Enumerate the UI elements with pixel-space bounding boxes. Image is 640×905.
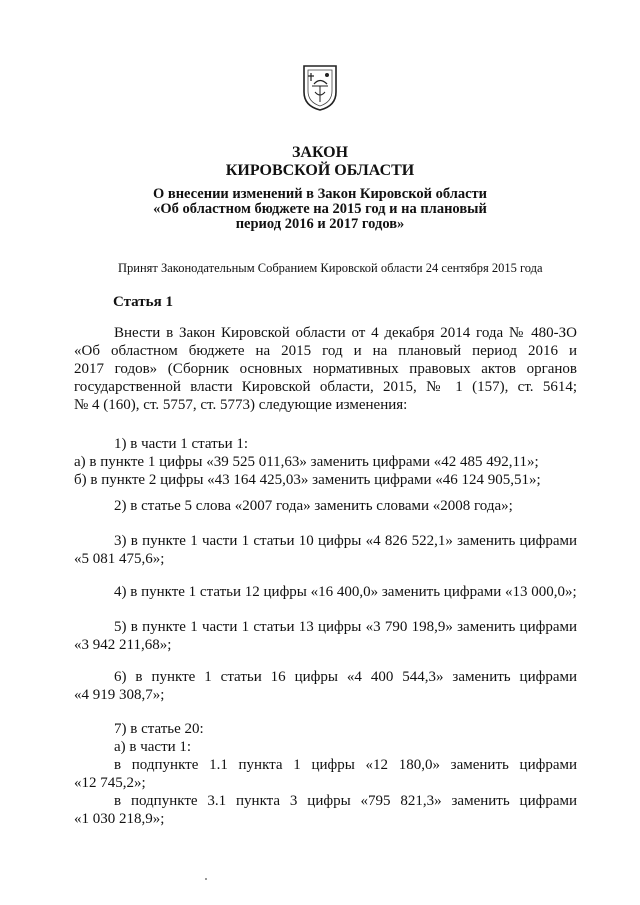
subtitle-line: «Об областном бюджете на 2015 год и на плановый bbox=[153, 201, 487, 217]
item-1 bbox=[74, 435, 577, 489]
intro-paragraph bbox=[74, 324, 577, 414]
scan-speck bbox=[205, 878, 207, 880]
item-3-line: «5 081 475,6»; bbox=[74, 551, 165, 567]
item-6-line: «4 919 308,7»; bbox=[74, 687, 165, 703]
document-title: ЗАКОН bbox=[291, 144, 349, 161]
item-1-b: б) в пункте 2 цифры «43 164 425,03» заменить цифрами «46 124 905,51»; bbox=[74, 472, 541, 488]
intro-line: № 4 (160), ст. 5757, ст. 5773) следующие изменения: bbox=[74, 397, 408, 413]
item-5-line: 5) в пункте 1 части 1 статьи 13 цифры «3 790 198,9» заменить цифрами bbox=[114, 619, 577, 635]
subtitle-line: период 2016 и 2017 годов» bbox=[235, 216, 405, 232]
intro-line: государственной власти Кировской области, 2015, № 1 (157), ст. 5614; bbox=[74, 379, 577, 395]
item-3 bbox=[74, 532, 577, 568]
article-heading: Статья 1 bbox=[113, 294, 173, 310]
coat-of-arms-icon bbox=[300, 62, 340, 112]
item-7-line: «1 030 218,9»; bbox=[74, 811, 165, 827]
item-2 bbox=[74, 497, 577, 515]
item-7-line: в подпункте 1.1 пункта 1 цифры «12 180,0» заменить цифрами bbox=[114, 757, 577, 773]
item-4 bbox=[74, 583, 577, 601]
document-region: КИРОВСКОЙ ОБЛАСТИ bbox=[225, 162, 415, 179]
intro-line: 2017 годов» (Сборник основных нормативных правовых актов органов bbox=[74, 361, 577, 377]
adoption-note: Принят Законодательным Собранием Кировской области 24 сентября 2015 года bbox=[118, 261, 543, 275]
item-6 bbox=[74, 668, 577, 704]
item-7-line: в подпункте 3.1 пункта 3 цифры «795 821,3» заменить цифрами bbox=[114, 793, 577, 809]
item-7-head: 7) в статье 20: bbox=[114, 721, 204, 737]
item-5-line: «3 942 211,68»; bbox=[74, 637, 172, 653]
item-7-a: а) в части 1: bbox=[114, 739, 192, 755]
subtitle-line: О внесении изменений в Закон Кировской области bbox=[152, 186, 488, 202]
item-2-text: 2) в статье 5 слова «2007 года» заменить словами «2008 года»; bbox=[114, 498, 513, 514]
item-1-head: 1) в части 1 статьи 1: bbox=[114, 436, 249, 452]
item-6-line: 6) в пункте 1 статьи 16 цифры «4 400 544,3» заменить цифрами bbox=[114, 669, 577, 685]
item-3-line: 3) в пункте 1 части 1 статьи 10 цифры «4 826 522,1» заменить цифрами bbox=[114, 533, 577, 549]
item-7 bbox=[74, 720, 577, 828]
item-4-text: 4) в пункте 1 статьи 12 цифры «16 400,0» заменить цифрами «13 000,0»; bbox=[114, 584, 577, 600]
intro-line: Внести в Закон Кировской области от 4 декабря 2014 года № 480-ЗО bbox=[114, 325, 577, 341]
item-7-line: «12 745,2»; bbox=[74, 775, 146, 791]
item-5 bbox=[74, 618, 577, 654]
document-subtitle bbox=[110, 187, 530, 232]
item-1-a: а) в пункте 1 цифры «39 525 011,63» заменить цифрами «42 485 492,11»; bbox=[74, 454, 539, 470]
intro-line: «Об областном бюджете на 2015 год и на плановый период 2016 и bbox=[74, 343, 577, 359]
